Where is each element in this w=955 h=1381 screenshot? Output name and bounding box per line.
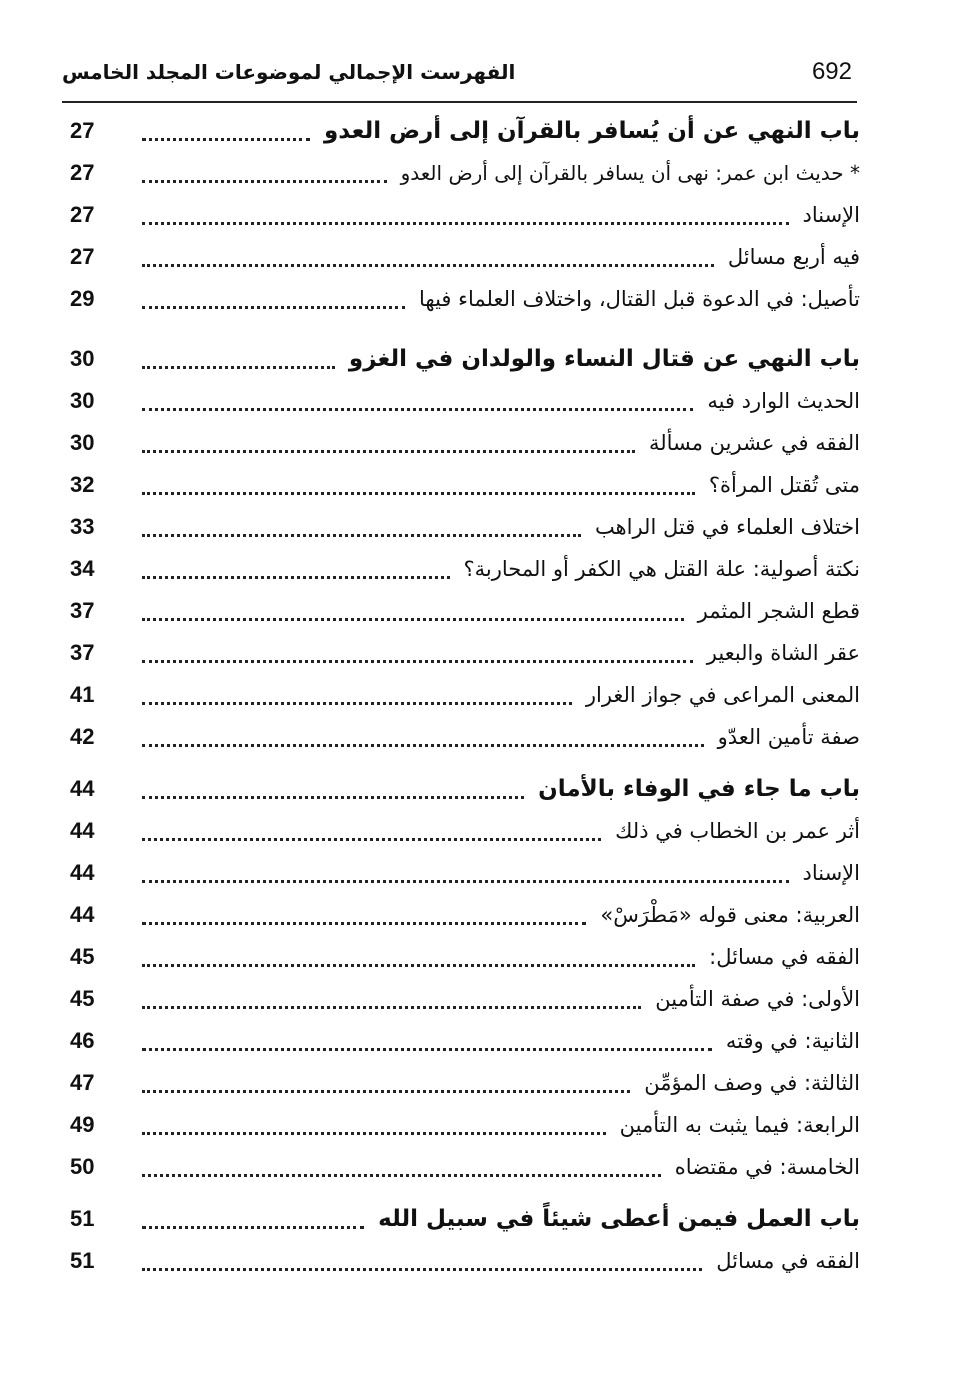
toc-page-number: 46 bbox=[70, 1028, 95, 1053]
toc-page-number: 45 bbox=[70, 986, 95, 1011]
toc-entry-text: باب العمل فيمن أعطى شيئاً في سبيل الله bbox=[378, 1206, 860, 1232]
toc-page-number: 50 bbox=[70, 1154, 95, 1179]
toc-entry-text: اختلاف العلماء في قتل الراهب bbox=[594, 515, 860, 539]
dot-leader bbox=[142, 1090, 630, 1093]
dot-leader bbox=[142, 922, 586, 925]
dot-leader bbox=[142, 744, 704, 747]
toc-entry bbox=[70, 508, 860, 546]
toc-entry-text: متى تُقتل المرأة؟ bbox=[708, 473, 860, 497]
toc-entry bbox=[70, 382, 860, 420]
toc-page-number: 33 bbox=[70, 514, 95, 539]
toc-page-number: 29 bbox=[70, 286, 95, 311]
toc-entry-text: باب ما جاء في الوفاء بالأمان bbox=[538, 776, 860, 802]
toc-entry-text: أثر عمر بن الخطاب في ذلك bbox=[615, 819, 860, 843]
toc-entry-text: * حديث ابن عمر: نهى أن يسافر بالقرآن إلى أرض العدو bbox=[400, 161, 860, 185]
toc-entry bbox=[70, 676, 860, 714]
dot-leader bbox=[142, 450, 635, 453]
dot-leader bbox=[142, 408, 693, 411]
toc-heading bbox=[70, 1200, 860, 1238]
toc-page-number: 44 bbox=[70, 902, 95, 927]
toc-page-number: 27 bbox=[70, 202, 95, 227]
toc-entry bbox=[70, 424, 860, 462]
dot-leader bbox=[142, 660, 693, 663]
toc-entry-text: الإسناد bbox=[802, 203, 860, 227]
toc-page-number: 51 bbox=[70, 1206, 95, 1231]
dot-leader bbox=[142, 1268, 702, 1271]
toc-entry-text: الفقه في مسائل bbox=[716, 1249, 860, 1273]
toc-entry bbox=[70, 1022, 860, 1060]
dot-leader bbox=[142, 796, 524, 799]
toc-entry-text: الفقه في عشرين مسألة bbox=[648, 431, 860, 455]
toc-heading bbox=[70, 340, 860, 378]
toc-page-number: 44 bbox=[70, 776, 95, 801]
toc-entry-text: باب النهي عن قتال النساء والولدان في الغزو bbox=[348, 346, 860, 372]
toc-entry bbox=[70, 592, 860, 630]
toc-entry bbox=[70, 718, 860, 756]
toc-entry-text: قطع الشجر المثمر bbox=[697, 599, 860, 623]
toc-entry-text: صفة تأمين العدّو bbox=[717, 725, 860, 749]
dot-leader bbox=[142, 366, 335, 369]
toc-heading bbox=[70, 112, 860, 150]
dot-leader bbox=[142, 534, 581, 537]
dot-leader bbox=[142, 1006, 641, 1009]
toc-entry bbox=[70, 196, 860, 234]
toc-entry bbox=[70, 280, 860, 318]
toc-entry bbox=[70, 1064, 860, 1102]
toc-page-number: 32 bbox=[70, 472, 95, 497]
toc-page-number: 42 bbox=[70, 724, 95, 749]
running-title: الفهرست الإجمالي لموضوعات المجلد الخامس bbox=[62, 60, 516, 84]
toc-entry-text: فيه أربع مسائل bbox=[727, 245, 860, 269]
dot-leader bbox=[142, 618, 684, 621]
dot-leader bbox=[142, 264, 714, 267]
toc-entry-text: الخامسة: في مقتضاه bbox=[674, 1155, 860, 1179]
toc-page-number: 30 bbox=[70, 430, 95, 455]
toc-page-number: 45 bbox=[70, 944, 95, 969]
toc-page-number: 51 bbox=[70, 1248, 95, 1273]
toc-entry-text: تأصيل: في الدعوة قبل القتال، واختلاف العلماء فيها bbox=[419, 287, 860, 311]
dot-leader bbox=[142, 838, 601, 841]
toc-entry bbox=[70, 938, 860, 976]
toc-page-number: 44 bbox=[70, 818, 95, 843]
toc-entry bbox=[70, 854, 860, 892]
toc-page-number: 34 bbox=[70, 556, 95, 581]
toc-heading bbox=[70, 770, 860, 808]
dot-leader bbox=[142, 1226, 364, 1229]
toc-page-number: 49 bbox=[70, 1112, 95, 1137]
toc-entry bbox=[70, 980, 860, 1018]
toc-entry bbox=[70, 812, 860, 850]
toc-page-number: 37 bbox=[70, 598, 95, 623]
toc-entry-text: نكتة أصولية: علة القتل هي الكفر أو المحاربة؟ bbox=[463, 557, 860, 581]
toc-entry bbox=[70, 1148, 860, 1186]
toc-entry-text: الأولى: في صفة التأمين bbox=[655, 987, 860, 1011]
toc-entry-text: الثالثة: في وصف المؤمِّن bbox=[644, 1071, 860, 1095]
dot-leader bbox=[142, 1174, 661, 1177]
toc-entry-text: الثانية: في وقته bbox=[725, 1029, 860, 1053]
toc-page-number: 37 bbox=[70, 640, 95, 665]
toc-entry-text: عقر الشاة والبعير bbox=[706, 641, 860, 665]
toc-entry bbox=[70, 154, 860, 192]
dot-leader bbox=[142, 964, 695, 967]
toc-entry bbox=[70, 550, 860, 588]
dot-leader bbox=[142, 180, 387, 183]
dot-leader bbox=[142, 576, 450, 579]
toc-page-number: 41 bbox=[70, 682, 95, 707]
page-header bbox=[62, 58, 852, 92]
toc-page-number: 30 bbox=[70, 346, 95, 371]
dot-leader bbox=[142, 138, 310, 141]
dot-leader bbox=[142, 492, 695, 495]
toc-page-number: 27 bbox=[70, 118, 95, 143]
toc-page-number: 27 bbox=[70, 160, 95, 185]
toc-page-number: 47 bbox=[70, 1070, 95, 1095]
toc-entry-text: العربية: معنى قوله «مَطْرَسْ» bbox=[600, 903, 860, 927]
toc-entry-text: الحديث الوارد فيه bbox=[707, 389, 860, 413]
dot-leader bbox=[142, 222, 789, 225]
header-rule bbox=[62, 101, 857, 103]
toc-page-number: 30 bbox=[70, 388, 95, 413]
toc-entry-text: باب النهي عن أن يُسافر بالقرآن إلى أرض العدو bbox=[324, 118, 860, 144]
toc-page-number: 44 bbox=[70, 860, 95, 885]
page-number: 692 bbox=[811, 58, 852, 85]
toc-entry bbox=[70, 634, 860, 672]
toc-entry bbox=[70, 1242, 860, 1280]
toc-entry bbox=[70, 896, 860, 934]
toc-entry-text: الإسناد bbox=[802, 861, 860, 885]
toc-page-number: 27 bbox=[70, 244, 95, 269]
toc-entry-text: المعنى المراعى في جواز الغرار bbox=[585, 683, 860, 707]
toc-entry bbox=[70, 1106, 860, 1144]
dot-leader bbox=[142, 880, 789, 883]
toc-entry bbox=[70, 238, 860, 276]
dot-leader bbox=[142, 702, 572, 705]
toc-entry-text: الفقه في مسائل: bbox=[709, 945, 860, 969]
toc-entry-text: الرابعة: فيما يثبت به التأمين bbox=[619, 1113, 860, 1137]
toc-entry bbox=[70, 466, 860, 504]
dot-leader bbox=[142, 1048, 712, 1051]
dot-leader bbox=[142, 1132, 606, 1135]
dot-leader bbox=[142, 306, 405, 309]
